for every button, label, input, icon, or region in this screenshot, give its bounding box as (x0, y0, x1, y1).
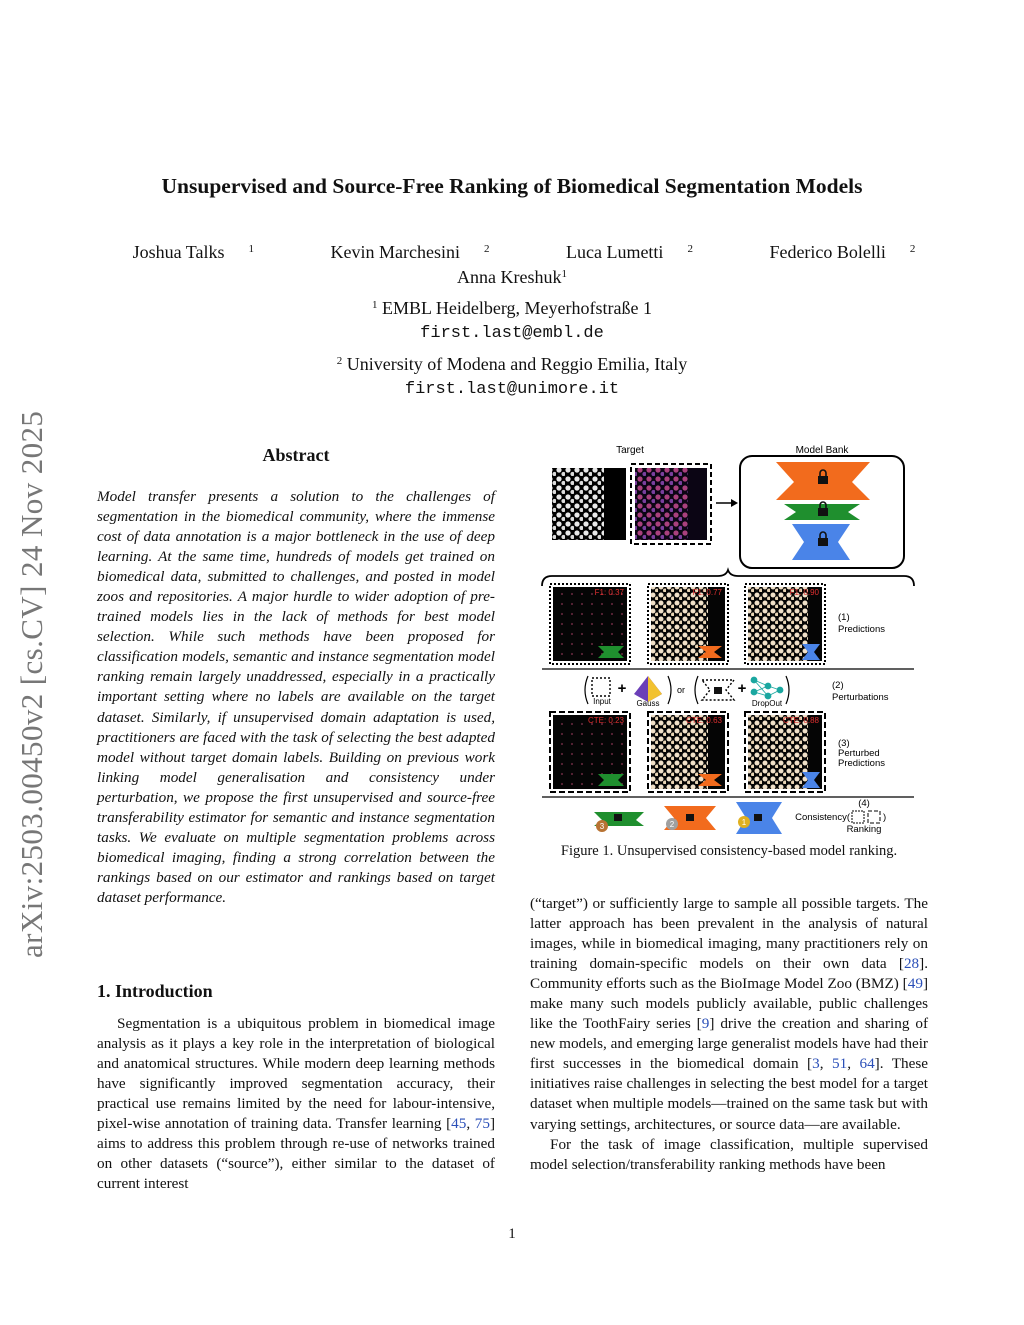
email-1: first.last@embl.de (420, 324, 604, 343)
step-number: (4) (858, 798, 870, 809)
abstract-text: Model transfer presents a solution to the challenges of segmentation in the biomedical community, where the immense cost of data annotation is a major bottleneck in the use of deep learning. At the same time, hundreds of models get trained on biomedical data, submitted to challenges, and posted in model zoos and repositories. A major hurdle to wider adoption of pre-trained models lies in the lack of methods for best model selection. While such methods have been proposed for classification models, semantic and instance segmentation model ranking remain largely unaddressed, especially in a practically important setting where no labels are available on the target dataset. Similarly, if unsupervised domain adaptation is used, practitioners are faced with the task of selecting the best adapted model without target domain labels. Building on previous work linking model generalisation and consistency under perturbation, we propose the first unsupervised and source-free transferability estimator for semantic and instance segmentation tasks. We evaluate on multiple segmentation problems across biomedical imaging, finding a strong correlation between the rankings based on our estimator and rankings based on target dataset performance. (97, 488, 495, 906)
affiliation-1: $^1$ EMBL Heidelberg, Meyerhofstraße 1 first.last@embl.de (0, 296, 1024, 346)
affiliation-2: $^2$ University of Modena and Reggio Emilia, Italy first.last@unimore.it (0, 352, 1024, 402)
score-label: F1: 0.37 (594, 588, 624, 597)
ranking-row (594, 798, 886, 835)
citation-link[interactable]: 64 (859, 1055, 875, 1073)
score-label: CTE: 0.63 (685, 716, 722, 725)
step-number: (1) (838, 612, 850, 623)
rank-badge: 1 (741, 818, 747, 827)
svg-text:+: + (737, 680, 747, 697)
step-label: Perturbations (832, 692, 889, 703)
dropout-network-icon (751, 677, 783, 699)
intro-text: Segmentation is a ubiquitous problem in biomedical image analysis as it plays a key role in the interpretation of biological and anatomical structures. While modern deep learning methods have significantly improved segmentation accuracy, their practical use remains limited by the need for labour-intensive, pixel-wise annotation of training data. Transfer learning [45, 75] aims to address this problem through re-use of networks trained on other datasets (“source”), either similar to the dataset of current interest (97, 1015, 495, 1193)
author: Luca Lumetti $^2$ (565, 242, 693, 262)
score-label: F1: 0.77 (692, 588, 722, 597)
author: Anna Kreshuk$^1$ (457, 267, 567, 287)
citation-link[interactable]: 51 (832, 1055, 848, 1073)
author: Federico Bolelli $^2$ (769, 242, 916, 262)
step-number: (3) (838, 738, 850, 749)
abstract-heading: Abstract (262, 445, 330, 465)
right-column-text: (“target”) or sufficiently large to sample all possible targets. The latter approach has been prevalent in the analysis of natural images, while in biomedical imaging, many practitioners rely on training domain-specific models on their own data [28]. Community efforts such as the BioImage Model Zoo (BMZ) [49] make many such models publicly available, public challenges like the ToothFairy series [9] drive the creation and sharing of new models, and emerging large generalist models have had their first successes in the biomedical domain [3, 51, 64]. These initiatives raise challenges in selecting the best model for a target dataset when multiple models—trained on the same task but with varying settings, architectures, or source data—are available. For the task of image classification, multiple supervised model selection/transferability ranking methods have been (530, 895, 929, 1173)
step-label: Consistency( (795, 812, 850, 823)
score-label: CTE: 0.23 (587, 716, 624, 725)
arrow-icon (731, 499, 738, 507)
email-2: first.last@unimore.it (404, 380, 620, 399)
citation-link[interactable]: 49 (907, 975, 923, 993)
page-number: 1 (508, 1226, 516, 1242)
author: Joshua Talks $^1$ (132, 242, 254, 262)
step-label: Perturbed (838, 748, 880, 759)
or-label: or (676, 685, 686, 695)
step-label: ) (883, 812, 887, 823)
section-heading-introduction: 1. Introduction (97, 981, 213, 1001)
step-label: Predictions (838, 758, 885, 769)
citation-link[interactable]: 9 (701, 1015, 710, 1033)
step-label: Ranking (846, 824, 882, 835)
citation-link[interactable]: 28 (903, 955, 920, 973)
citation-link[interactable]: 45 (451, 1115, 467, 1133)
score-label: F1: 0.90 (789, 588, 819, 597)
model-bank-label: Model Bank (795, 445, 849, 456)
input-label: Input (593, 697, 611, 706)
paper-title: Unsupervised and Source-Free Ranking of Biomedical Segmentation Models (161, 174, 863, 198)
citation-link[interactable]: 3 (812, 1055, 820, 1073)
figure-1 (538, 440, 928, 840)
gauss-label: Gauss (636, 699, 660, 708)
perturbation-row (585, 676, 889, 708)
perturbed-prediction-row (550, 712, 885, 792)
rank-badge: 2 (669, 820, 675, 829)
dropout-label: DropOut (751, 699, 783, 708)
step-label: Predictions (838, 624, 885, 635)
citation-link[interactable]: 75 (474, 1115, 490, 1133)
step-number: (2) (832, 680, 844, 691)
arxiv-stamp: arXiv:2503.00450v2 [cs.CV] 24 Nov 2025 (14, 410, 49, 958)
input-icon (592, 678, 610, 696)
author-list (0, 240, 1024, 290)
score-label: CTE: 0.88 (782, 716, 819, 725)
target-label: Target (616, 445, 644, 456)
svg-text:+: + (617, 680, 627, 697)
figure-caption: Figure 1. Unsupervised consistency-based model ranking. (560, 843, 898, 859)
brace (542, 570, 914, 586)
author: Kevin Marchesini $^2$ (330, 242, 490, 262)
prediction-row (550, 584, 885, 664)
rank-badge: 3 (599, 822, 605, 831)
